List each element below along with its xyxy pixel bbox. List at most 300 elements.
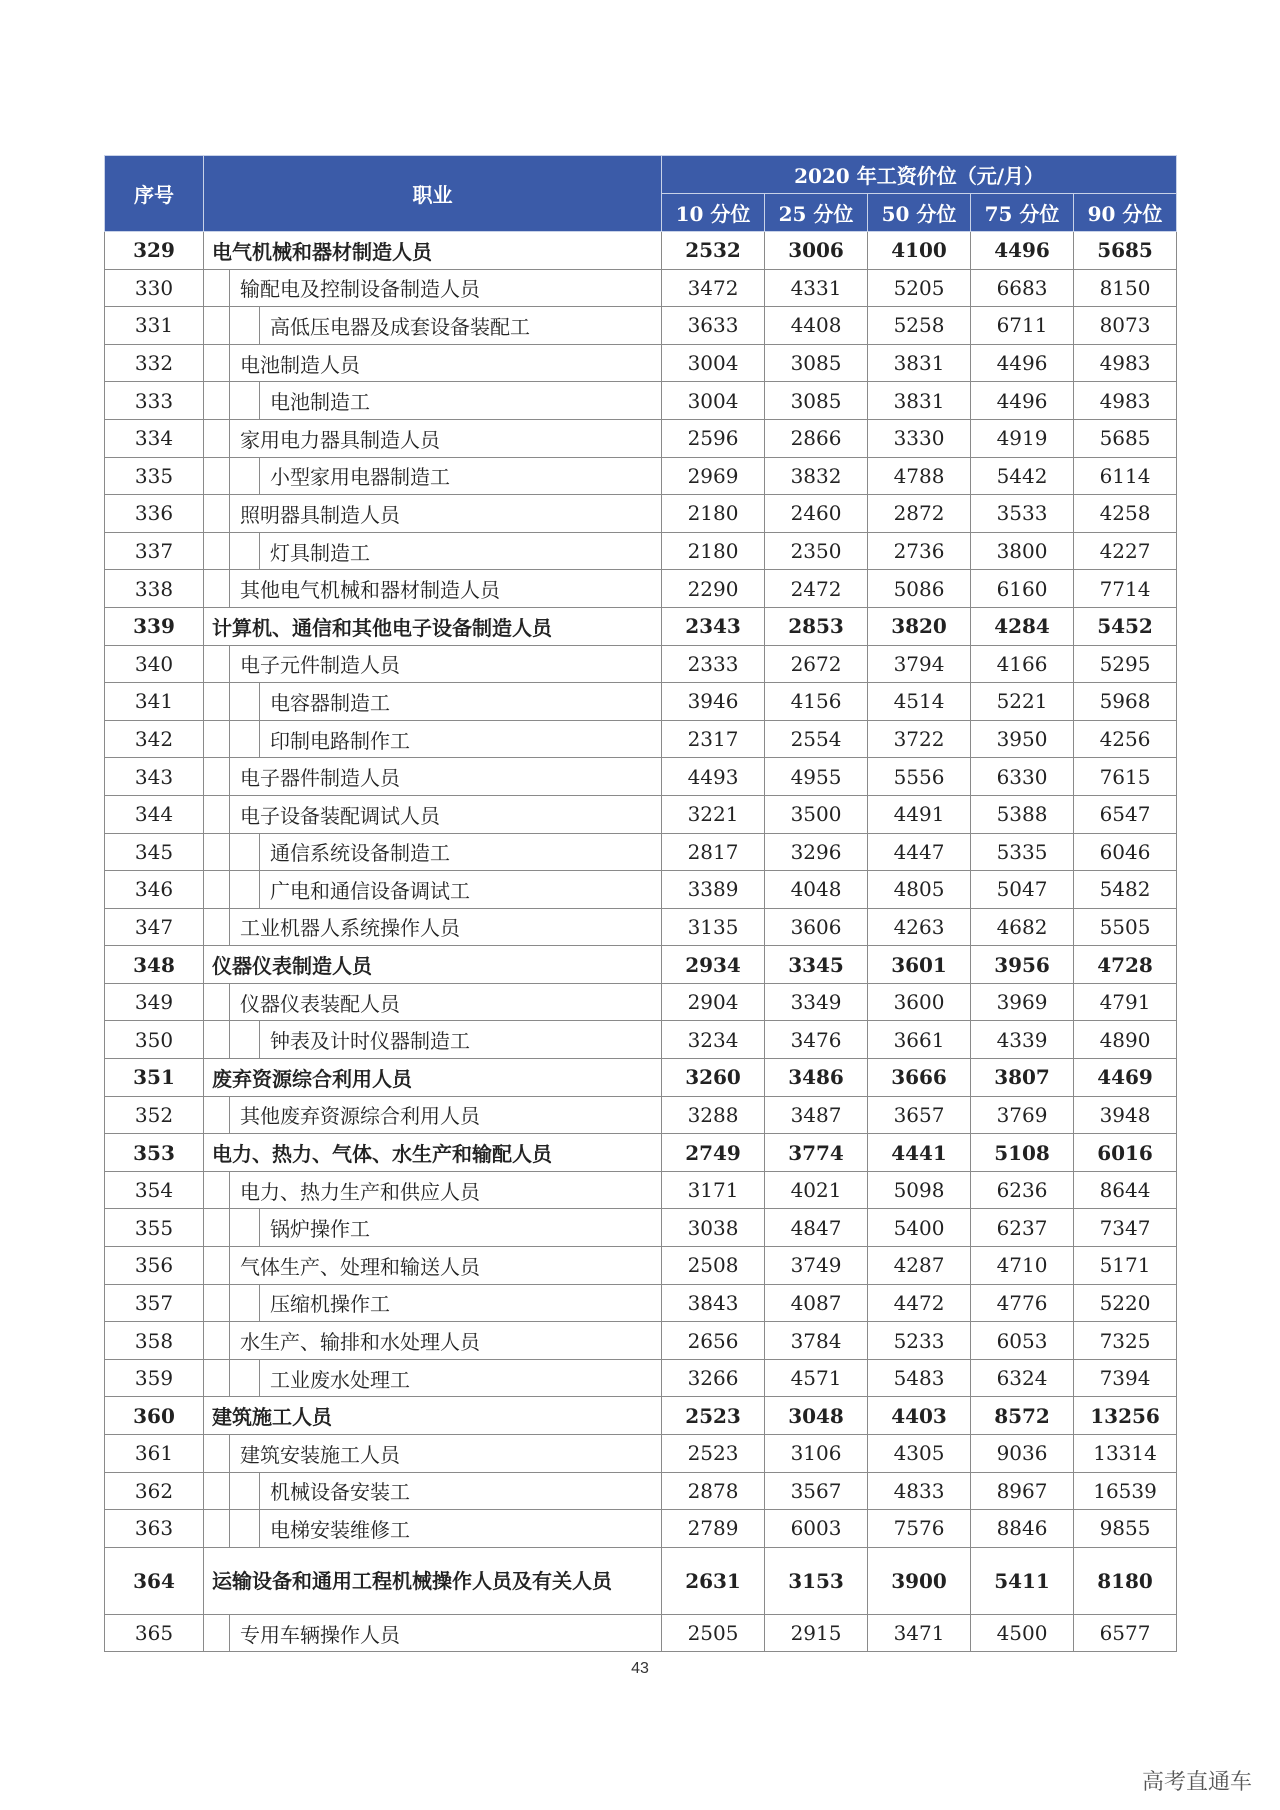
indent-cell — [230, 1472, 260, 1510]
row-occupation: 仪器仪表装配人员 — [230, 983, 662, 1021]
table-row — [105, 1435, 1177, 1473]
percentile-header-90: 90 分位 — [1074, 194, 1177, 232]
indent-cell — [230, 720, 260, 758]
indent-cell — [230, 871, 260, 909]
wage-value-cell: 3106 — [765, 1435, 868, 1473]
row-seq: 363 — [105, 1510, 204, 1548]
row-occupation: 钟表及计时仪器制造工 — [260, 1021, 662, 1059]
wage-value-cell: 5047 — [971, 871, 1074, 909]
indent-cell — [204, 419, 230, 457]
row-occupation: 家用电力器具制造人员 — [230, 419, 662, 457]
row-seq: 358 — [105, 1322, 204, 1360]
indent-cell — [204, 1021, 230, 1059]
wage-value-cell: 2350 — [765, 532, 868, 570]
row-occupation: 建筑安装施工人员 — [230, 1435, 662, 1473]
wage-value-cell: 3567 — [765, 1472, 868, 1510]
wage-value-cell: 4156 — [765, 683, 868, 721]
table-row — [105, 1096, 1177, 1134]
wage-value-cell: 5258 — [868, 307, 971, 345]
wage-value-cell: 8644 — [1074, 1171, 1177, 1209]
table-row — [105, 795, 1177, 833]
row-seq: 345 — [105, 833, 204, 871]
indent-cell — [204, 344, 230, 382]
wage-value-cell: 2180 — [662, 532, 765, 570]
wage-value-cell: 2817 — [662, 833, 765, 871]
row-seq: 329 — [105, 232, 204, 270]
row-occupation: 电容器制造工 — [260, 683, 662, 721]
wage-value-cell: 4258 — [1074, 495, 1177, 533]
wage-value-cell: 8150 — [1074, 269, 1177, 307]
wage-value-cell: 2656 — [662, 1322, 765, 1360]
indent-cell — [204, 495, 230, 533]
wage-value-cell: 3661 — [868, 1021, 971, 1059]
wage-value-cell: 4408 — [765, 307, 868, 345]
wage-value-cell: 4710 — [971, 1247, 1074, 1285]
row-seq: 349 — [105, 983, 204, 1021]
table-row — [105, 269, 1177, 307]
wage-value-cell: 8846 — [971, 1510, 1074, 1548]
table-row — [105, 1547, 1177, 1614]
indent-cell — [230, 1510, 260, 1548]
wage-value-cell: 9855 — [1074, 1510, 1177, 1548]
wage-value-cell: 5221 — [971, 683, 1074, 721]
indent-cell — [204, 269, 230, 307]
table-row — [105, 645, 1177, 683]
wage-value-cell: 5086 — [868, 570, 971, 608]
wage-value-cell: 5220 — [1074, 1284, 1177, 1322]
table-row — [105, 382, 1177, 420]
table-row — [105, 457, 1177, 495]
row-seq: 362 — [105, 1472, 204, 1510]
row-occupation: 灯具制造工 — [260, 532, 662, 570]
wage-value-cell: 5233 — [868, 1322, 971, 1360]
wage-value-cell: 6236 — [971, 1171, 1074, 1209]
indent-cell — [204, 1284, 230, 1322]
wage-value-cell: 2915 — [765, 1614, 868, 1652]
table-row — [105, 1171, 1177, 1209]
wage-value-cell: 2934 — [662, 946, 765, 984]
wage-value-cell: 3807 — [971, 1059, 1074, 1097]
wage-value-cell: 2508 — [662, 1247, 765, 1285]
row-seq: 361 — [105, 1435, 204, 1473]
wage-value-cell: 3048 — [765, 1397, 868, 1435]
wage-value-cell: 3956 — [971, 946, 1074, 984]
wage-value-cell: 3820 — [868, 607, 971, 645]
wage-value-cell: 3843 — [662, 1284, 765, 1322]
wage-value-cell: 6547 — [1074, 795, 1177, 833]
wage-value-cell: 4805 — [868, 871, 971, 909]
row-occupation: 废弃资源综合利用人员 — [204, 1059, 662, 1097]
table-row — [105, 871, 1177, 909]
row-occupation: 广电和通信设备调试工 — [260, 871, 662, 909]
wage-value-cell: 16539 — [1074, 1472, 1177, 1510]
table-row — [105, 307, 1177, 345]
wage-value-cell: 2523 — [662, 1435, 765, 1473]
wage-value-cell: 3950 — [971, 720, 1074, 758]
wage-value-cell: 4287 — [868, 1247, 971, 1285]
wage-value-cell: 3471 — [868, 1614, 971, 1652]
wage-value-cell: 3038 — [662, 1209, 765, 1247]
row-occupation: 压缩机操作工 — [260, 1284, 662, 1322]
wage-value-cell: 3296 — [765, 833, 868, 871]
wage-value-cell: 2749 — [662, 1134, 765, 1172]
wage-value-cell: 13256 — [1074, 1397, 1177, 1435]
table-row — [105, 1134, 1177, 1172]
table-row — [105, 1322, 1177, 1360]
wage-value-cell: 4166 — [971, 645, 1074, 683]
row-seq: 336 — [105, 495, 204, 533]
wage-value-cell: 4890 — [1074, 1021, 1177, 1059]
wage-value-cell: 4227 — [1074, 532, 1177, 570]
row-occupation: 照明器具制造人员 — [230, 495, 662, 533]
wage-value-cell: 2736 — [868, 532, 971, 570]
row-occupation: 其他电气机械和器材制造人员 — [230, 570, 662, 608]
table-row — [105, 983, 1177, 1021]
wage-value-cell: 4100 — [868, 232, 971, 270]
row-seq: 343 — [105, 758, 204, 796]
row-seq: 331 — [105, 307, 204, 345]
wage-value-cell: 7615 — [1074, 758, 1177, 796]
indent-cell — [204, 871, 230, 909]
wage-value-cell: 4833 — [868, 1472, 971, 1510]
wage-value-cell: 2317 — [662, 720, 765, 758]
row-occupation: 电气机械和器材制造人员 — [204, 232, 662, 270]
row-occupation: 小型家用电器制造工 — [260, 457, 662, 495]
seq-header: 序号 — [105, 156, 204, 232]
wage-value-cell: 3533 — [971, 495, 1074, 533]
wage-value-cell: 4776 — [971, 1284, 1074, 1322]
wage-value-cell: 8073 — [1074, 307, 1177, 345]
indent-cell — [204, 983, 230, 1021]
wage-value-cell: 4955 — [765, 758, 868, 796]
wage-value-cell: 4728 — [1074, 946, 1177, 984]
row-occupation: 运输设备和通用工程机械操作人员及有关人员 — [204, 1547, 662, 1614]
row-occupation: 电子器件制造人员 — [230, 758, 662, 796]
wage-value-cell: 4441 — [868, 1134, 971, 1172]
table-row — [105, 833, 1177, 871]
row-seq: 351 — [105, 1059, 204, 1097]
wage-value-cell: 4331 — [765, 269, 868, 307]
table-row — [105, 1397, 1177, 1435]
wage-value-cell: 13314 — [1074, 1435, 1177, 1473]
wage-value-cell: 5295 — [1074, 645, 1177, 683]
wage-value-cell: 4403 — [868, 1397, 971, 1435]
wage-value-cell: 3831 — [868, 344, 971, 382]
wage-value-cell: 3349 — [765, 983, 868, 1021]
row-occupation: 工业废水处理工 — [260, 1359, 662, 1397]
row-seq: 342 — [105, 720, 204, 758]
wage-value-cell: 3004 — [662, 344, 765, 382]
wage-value-cell: 5556 — [868, 758, 971, 796]
row-occupation: 仪器仪表制造人员 — [204, 946, 662, 984]
wage-value-cell: 5968 — [1074, 683, 1177, 721]
wage-value-cell: 5685 — [1074, 232, 1177, 270]
wage-value-cell: 2554 — [765, 720, 868, 758]
table-row — [105, 570, 1177, 608]
wage-value-cell: 5483 — [868, 1359, 971, 1397]
wage-value-cell: 8180 — [1074, 1547, 1177, 1614]
wage-value-cell: 3171 — [662, 1171, 765, 1209]
row-seq: 355 — [105, 1209, 204, 1247]
table-row — [105, 1021, 1177, 1059]
wage-value-cell: 6711 — [971, 307, 1074, 345]
indent-cell — [204, 1096, 230, 1134]
wage-value-cell: 5108 — [971, 1134, 1074, 1172]
indent-cell — [204, 1359, 230, 1397]
wage-value-cell: 3234 — [662, 1021, 765, 1059]
indent-cell — [204, 908, 230, 946]
row-occupation: 锅炉操作工 — [260, 1209, 662, 1247]
table-row — [105, 344, 1177, 382]
wage-value-cell: 2180 — [662, 495, 765, 533]
watermark-text: 高考直通车 — [1141, 1770, 1252, 1795]
wage-value-cell: 3657 — [868, 1096, 971, 1134]
wage-value-cell: 3260 — [662, 1059, 765, 1097]
indent-cell — [230, 382, 260, 420]
wage-value-cell: 2866 — [765, 419, 868, 457]
table-row — [105, 683, 1177, 721]
wage-value-cell: 6016 — [1074, 1134, 1177, 1172]
wage-value-cell: 6324 — [971, 1359, 1074, 1397]
row-occupation: 高低压电器及成套设备装配工 — [260, 307, 662, 345]
indent-cell — [204, 1510, 230, 1548]
row-seq: 335 — [105, 457, 204, 495]
wage-value-cell: 3221 — [662, 795, 765, 833]
indent-cell — [230, 532, 260, 570]
row-occupation: 电子元件制造人员 — [230, 645, 662, 683]
wage-value-cell: 2472 — [765, 570, 868, 608]
wage-value-cell: 6003 — [765, 1510, 868, 1548]
table-row — [105, 1284, 1177, 1322]
wage-value-cell: 3666 — [868, 1059, 971, 1097]
wage-value-cell: 7576 — [868, 1510, 971, 1548]
wage-value-cell: 4048 — [765, 871, 868, 909]
table-row — [105, 532, 1177, 570]
wage-value-cell: 4491 — [868, 795, 971, 833]
wage-value-cell: 5098 — [868, 1171, 971, 1209]
indent-cell — [204, 570, 230, 608]
wage-value-cell: 4496 — [971, 232, 1074, 270]
wage-value-cell: 7394 — [1074, 1359, 1177, 1397]
wage-value-cell: 6237 — [971, 1209, 1074, 1247]
wage-value-cell: 2872 — [868, 495, 971, 533]
row-occupation: 输配电及控制设备制造人员 — [230, 269, 662, 307]
wage-value-cell: 2789 — [662, 1510, 765, 1548]
wage-value-cell: 3800 — [971, 532, 1074, 570]
wage-value-cell: 3085 — [765, 382, 868, 420]
percentile-header-25: 25 分位 — [765, 194, 868, 232]
wage-value-cell: 5685 — [1074, 419, 1177, 457]
indent-cell — [204, 307, 230, 345]
indent-cell — [204, 795, 230, 833]
wage-value-cell: 3487 — [765, 1096, 868, 1134]
wage-value-cell: 9036 — [971, 1435, 1074, 1473]
wage-value-cell: 6046 — [1074, 833, 1177, 871]
wage-value-cell: 4983 — [1074, 382, 1177, 420]
wage-value-cell: 5482 — [1074, 871, 1177, 909]
wage-value-cell: 3774 — [765, 1134, 868, 1172]
wage-value-cell: 8967 — [971, 1472, 1074, 1510]
wage-value-cell: 4500 — [971, 1614, 1074, 1652]
indent-cell — [204, 382, 230, 420]
row-seq: 353 — [105, 1134, 204, 1172]
wage-value-cell: 4496 — [971, 382, 1074, 420]
indent-cell — [204, 1247, 230, 1285]
indent-cell — [204, 645, 230, 683]
wage-value-cell: 4263 — [868, 908, 971, 946]
wage-value-cell: 6330 — [971, 758, 1074, 796]
wage-value-cell: 3601 — [868, 946, 971, 984]
wage-value-cell: 3784 — [765, 1322, 868, 1360]
indent-cell — [204, 457, 230, 495]
wage-value-cell: 3288 — [662, 1096, 765, 1134]
row-seq: 347 — [105, 908, 204, 946]
wage-value-cell: 6114 — [1074, 457, 1177, 495]
row-occupation: 电力、热力、气体、水生产和输配人员 — [204, 1134, 662, 1172]
wage-value-cell: 4087 — [765, 1284, 868, 1322]
wage-value-cell: 3153 — [765, 1547, 868, 1614]
wage-value-cell: 3794 — [868, 645, 971, 683]
wage-table — [104, 155, 1177, 1652]
row-seq: 359 — [105, 1359, 204, 1397]
wage-value-cell: 3600 — [868, 983, 971, 1021]
wage-group-header: 2020 年工资价位（元/月） — [662, 156, 1177, 194]
wage-value-cell: 4447 — [868, 833, 971, 871]
table-row — [105, 1247, 1177, 1285]
wage-value-cell: 3969 — [971, 983, 1074, 1021]
wage-value-cell: 2343 — [662, 607, 765, 645]
table-row — [105, 946, 1177, 984]
wage-value-cell: 5205 — [868, 269, 971, 307]
table-header — [105, 156, 1177, 232]
wage-value-cell: 2878 — [662, 1472, 765, 1510]
table-row — [105, 1359, 1177, 1397]
wage-value-cell: 3476 — [765, 1021, 868, 1059]
table-row — [105, 495, 1177, 533]
wage-value-cell: 4021 — [765, 1171, 868, 1209]
indent-cell — [230, 833, 260, 871]
row-occupation: 电池制造工 — [260, 382, 662, 420]
percentile-header-10: 10 分位 — [662, 194, 765, 232]
occupation-header: 职业 — [204, 156, 662, 232]
table-row — [105, 1472, 1177, 1510]
wage-value-cell: 2969 — [662, 457, 765, 495]
wage-value-cell: 2532 — [662, 232, 765, 270]
row-occupation: 电梯安装维修工 — [260, 1510, 662, 1548]
wage-value-cell: 3749 — [765, 1247, 868, 1285]
row-seq: 330 — [105, 269, 204, 307]
wage-value-cell: 6577 — [1074, 1614, 1177, 1652]
wage-value-cell: 2523 — [662, 1397, 765, 1435]
wage-value-cell: 4919 — [971, 419, 1074, 457]
row-seq: 354 — [105, 1171, 204, 1209]
row-occupation: 工业机器人系统操作人员 — [230, 908, 662, 946]
table-row — [105, 1510, 1177, 1548]
row-seq: 348 — [105, 946, 204, 984]
indent-cell — [204, 1322, 230, 1360]
wage-value-cell: 5411 — [971, 1547, 1074, 1614]
wage-value-cell: 3831 — [868, 382, 971, 420]
wage-value-cell: 4791 — [1074, 983, 1177, 1021]
row-occupation: 电力、热力生产和供应人员 — [230, 1171, 662, 1209]
table-body — [105, 232, 1177, 1652]
indent-cell — [204, 1171, 230, 1209]
table-row — [105, 758, 1177, 796]
wage-value-cell: 4256 — [1074, 720, 1177, 758]
row-occupation: 气体生产、处理和输送人员 — [230, 1247, 662, 1285]
wage-value-cell: 5388 — [971, 795, 1074, 833]
wage-value-cell: 4514 — [868, 683, 971, 721]
wage-value-cell: 3486 — [765, 1059, 868, 1097]
percentile-header-50: 50 分位 — [868, 194, 971, 232]
wage-value-cell: 4983 — [1074, 344, 1177, 382]
wage-value-cell: 2333 — [662, 645, 765, 683]
wage-value-cell: 3832 — [765, 457, 868, 495]
wage-value-cell: 5442 — [971, 457, 1074, 495]
row-seq: 338 — [105, 570, 204, 608]
wage-value-cell: 4847 — [765, 1209, 868, 1247]
wage-value-cell: 7325 — [1074, 1322, 1177, 1360]
wage-value-cell: 2853 — [765, 607, 868, 645]
indent-cell — [204, 720, 230, 758]
wage-value-cell: 7714 — [1074, 570, 1177, 608]
row-seq: 356 — [105, 1247, 204, 1285]
wage-value-cell: 5505 — [1074, 908, 1177, 946]
wage-value-cell: 4469 — [1074, 1059, 1177, 1097]
row-seq: 344 — [105, 795, 204, 833]
wage-value-cell: 5452 — [1074, 607, 1177, 645]
row-occupation: 建筑施工人员 — [204, 1397, 662, 1435]
wage-value-cell: 3606 — [765, 908, 868, 946]
wage-value-cell: 3345 — [765, 946, 868, 984]
wage-value-cell: 4493 — [662, 758, 765, 796]
indent-cell — [204, 1472, 230, 1510]
wage-value-cell: 4339 — [971, 1021, 1074, 1059]
indent-cell — [204, 758, 230, 796]
wage-value-cell: 3389 — [662, 871, 765, 909]
row-occupation: 水生产、输排和水处理人员 — [230, 1322, 662, 1360]
wage-value-cell: 3633 — [662, 307, 765, 345]
wage-value-cell: 3769 — [971, 1096, 1074, 1134]
wage-value-cell: 2505 — [662, 1614, 765, 1652]
wage-value-cell: 4571 — [765, 1359, 868, 1397]
indent-cell — [204, 1435, 230, 1473]
row-seq: 346 — [105, 871, 204, 909]
wage-value-cell: 7347 — [1074, 1209, 1177, 1247]
indent-cell — [230, 1284, 260, 1322]
row-seq: 339 — [105, 607, 204, 645]
wage-value-cell: 3330 — [868, 419, 971, 457]
table-row — [105, 908, 1177, 946]
table-row — [105, 1614, 1177, 1652]
wage-value-cell: 3722 — [868, 720, 971, 758]
table-row — [105, 607, 1177, 645]
wage-value-cell: 4496 — [971, 344, 1074, 382]
wage-value-cell: 5171 — [1074, 1247, 1177, 1285]
wage-value-cell: 3004 — [662, 382, 765, 420]
wage-value-cell: 6683 — [971, 269, 1074, 307]
indent-cell — [230, 1359, 260, 1397]
row-seq: 357 — [105, 1284, 204, 1322]
wage-value-cell: 3900 — [868, 1547, 971, 1614]
indent-cell — [230, 1021, 260, 1059]
row-seq: 334 — [105, 419, 204, 457]
indent-cell — [204, 833, 230, 871]
wage-value-cell: 2672 — [765, 645, 868, 683]
indent-cell — [204, 1209, 230, 1247]
row-occupation: 其他废弃资源综合利用人员 — [230, 1096, 662, 1134]
indent-cell — [230, 307, 260, 345]
